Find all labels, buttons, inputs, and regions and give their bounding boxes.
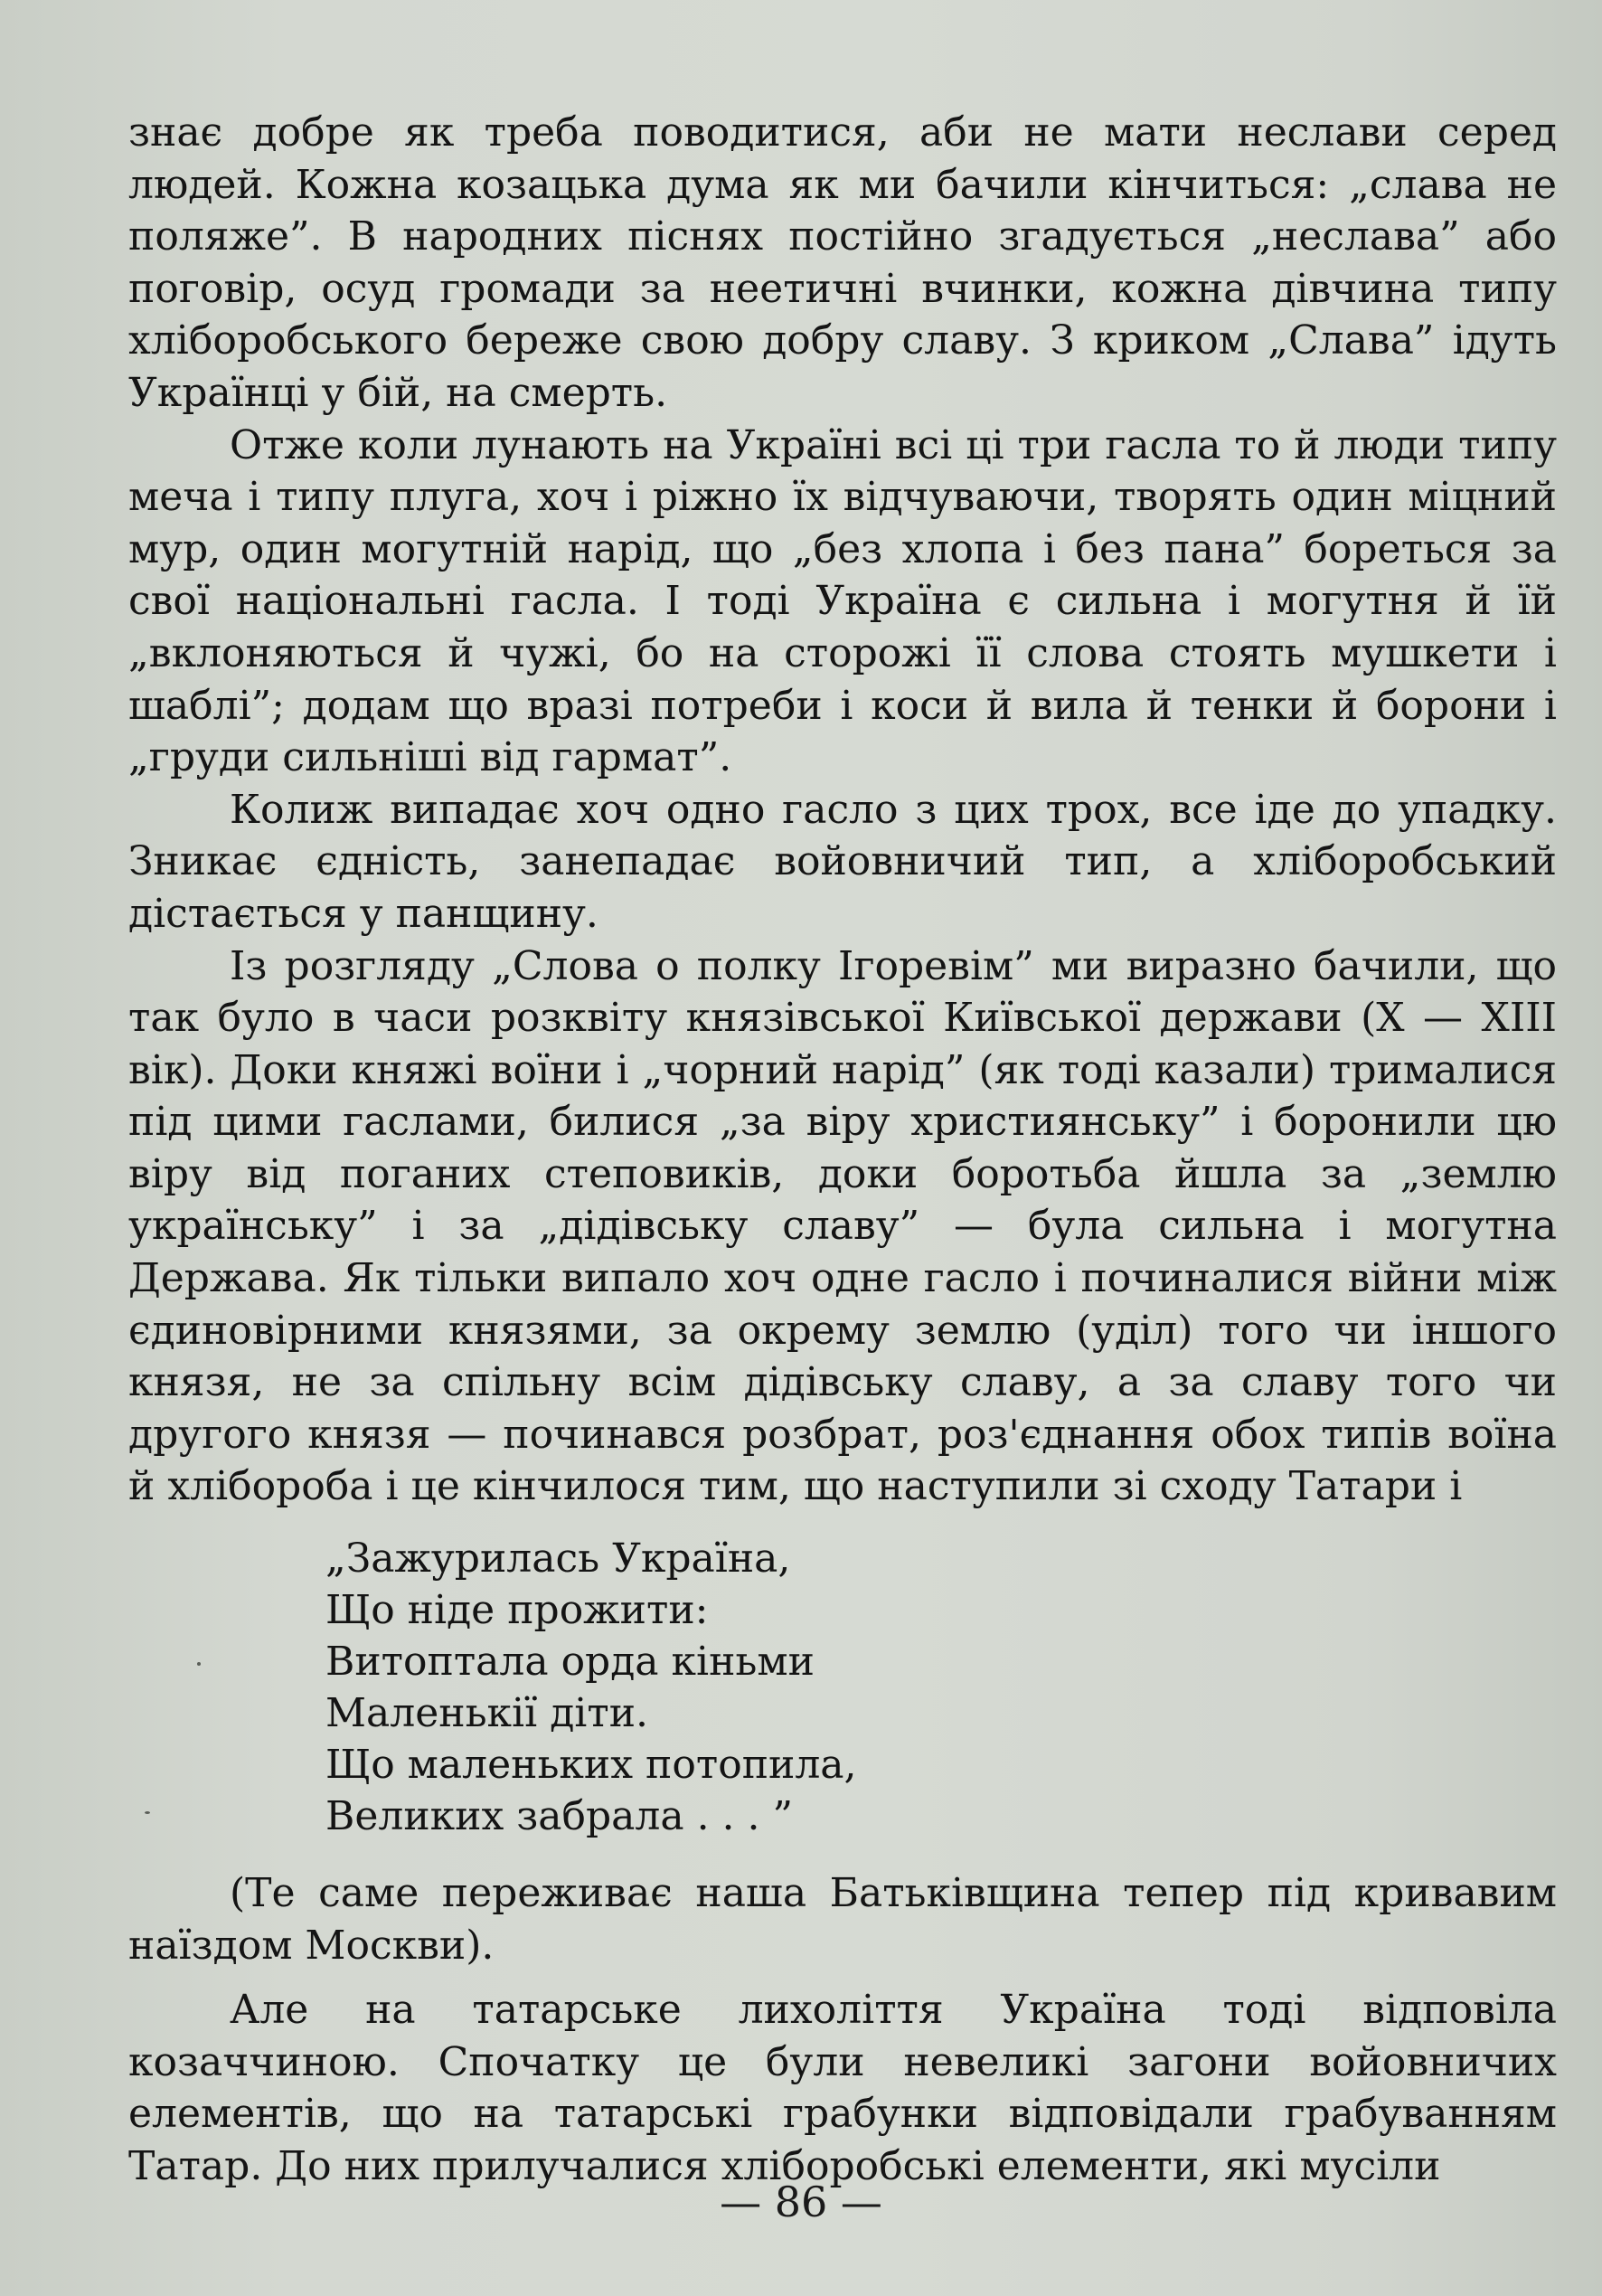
poem-line: Що маленьких потопила, — [325, 1742, 857, 1789]
paragraph-4: Із розгляду „Слова о полку Ігоревім” ми виразно бачили, що так було в часи розквіту князівської Київської держави (X — XIII вік). Доки княжі воїни і „чорний нарід” (як тоді казали) трималися під цими гаслами, билися „за віру християнську” і боронили цю віру від поганих степовиків, доки боротьба йшла за „землю українську” і за „дідівську славу” — була сильна і могутна Держава. Як тільки випало хоч одне гасло і починалися війни між єдиновірними князями, за окрему землю (уділ) того чи іншого князя, не за спільну всім дідівську славу, а за славу того чи другого князя — починався розбрат, роз'єднання обох типів воїна й хлібороба і це кінчилося тим, що наступили зі сходу Татари і — [128, 942, 1557, 1510]
poem-line: Великих забрала . . . ” — [325, 1793, 793, 1840]
page-number: — 86 — — [720, 2178, 882, 2226]
paragraph-6: Але на татарське лихоліття Україна тоді відповіла козаччиною. Спочатку це були невеликі загони войовничих елементів, що на татарські грабунки відповідали грабуванням Татар. До них прилучалися хліборобські елементи, які мусіли — [128, 1987, 1557, 2189]
poem-quote — [325, 1533, 1557, 1842]
paragraph-3: Колиж випадає хоч одно гасло з цих трох, все іде до упадку. Зникає єдність, занепадає войовничий тип, а хліборобський дістається у панщину. — [128, 786, 1557, 937]
paragraph-2: Отже коли лунають на Україні всі ці три гасла то й люди типу меча і типу плуга, хоч і ріжно їх відчуваючи, творять один міцний мур, один могутній нарід, що „без хлопа і без пана” бореться за свої національні гасла. І тоді Україна є сильна і могутня й їй „вклоняються й чужі, бо на сторожі її слова стоять мушкети і шаблі”; додам що вразі потреби і коси й вила й тенки й борони і „груди сильніші від гармат”. — [128, 421, 1557, 781]
poem-line: Витоптала орда кіньми — [325, 1639, 815, 1686]
poem-line: Що ніде прожити: — [325, 1587, 709, 1634]
paragraph-5: (Те саме переживає наша Батьківщина тепер під кривавим наїздом Москви). — [128, 1870, 1557, 1969]
poem-line: „Зажурилась Україна, — [325, 1535, 791, 1583]
print-speck — [197, 1662, 201, 1666]
print-speck — [145, 1811, 150, 1814]
paragraph-1: знає добре як треба поводитися, аби не мати неслави серед людей. Кожна козацька дума як ми бачили кінчиться: „слава не поляже”. В народних піснях постійно згадується „неслава” або поговір, осуд громади за неетичні вчинки, кожна дівчина типу хліборобського береже свою добру славу. З криком „Слава” ідуть Українці у бій, на смерть. — [128, 109, 1557, 416]
page-body-text — [128, 107, 1557, 2193]
poem-line: Маленькії діти. — [325, 1690, 649, 1737]
